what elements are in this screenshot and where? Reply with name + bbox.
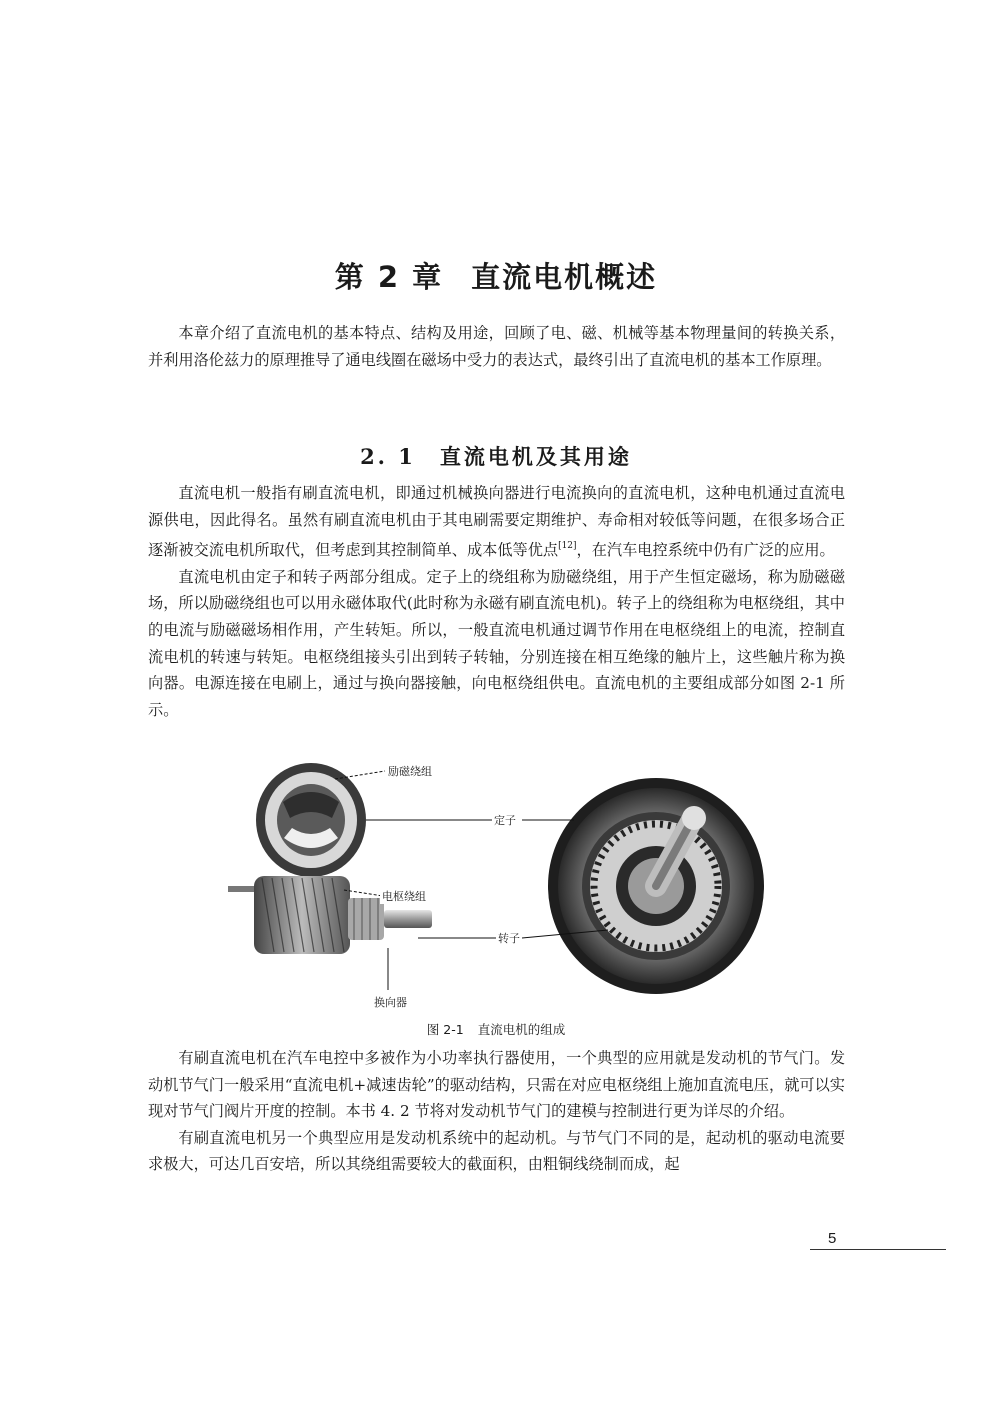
caption-text: 直流电机的组成: [477, 1022, 566, 1037]
figure-dc-motor-components: [228, 758, 768, 1016]
section-body-continued: [148, 1045, 845, 1178]
motor-end-view-photo: [548, 778, 764, 994]
stator-photo: [256, 763, 366, 877]
label-armature-winding: 电枢绕组: [382, 890, 426, 903]
section-title: 直流电机及其用途: [439, 444, 632, 470]
body-paragraph-2: 直流电机由定子和转子两部分组成。定子上的绕组称为励磁绕组，用于产生恒定磁场，称为励磁磁场，所以励磁绕组也可以用永磁体取代(此时称为永磁有刷直流电机)。转子上的绕组称为电枢绕组，其中的电流与励磁磁场相作用，产生转矩。所以，一般直流电机通过调节作用在电枢绕组上的电流，控制直流电机的转速与转矩。电枢绕组接头引出到转子转轴，分别连接在相互绝缘的触片上，这些触片称为换向器。电源连接在电刷上，通过与换向器接触，向电枢绕组供电。直流电机的主要组成部分如图 2-1 所示。: [148, 567, 845, 719]
label-stator: 定子: [494, 814, 516, 827]
label-field-winding: 励磁绕组: [388, 765, 432, 778]
section-heading: [0, 441, 992, 471]
section-number: 2. 1: [360, 444, 416, 470]
section-body: [148, 480, 845, 723]
chapter-intro: [148, 320, 845, 373]
page-number: 5: [828, 1230, 837, 1247]
intro-paragraph: 本章介绍了直流电机的基本特点、结构及用途，回顾了电、磁、机械等基本物理量间的转换关系，并利用洛伦兹力的原理推导了通电线圈在磁场中受力的表达式，最终引出了直流电机的基本工作原理。: [148, 324, 845, 369]
label-commutator: 换向器: [374, 996, 407, 1009]
chapter-title: [0, 255, 992, 296]
paragraph-1-text: 直流电机一般指有刷直流电机，即通过机械换向器进行电流换向的直流电机，这种电机通过直流电源供电，因此得名。虽然有刷直流电机由于其电刷需要定期维护、寿命相对较低等问题，在很多场合正逐渐被交流电机所取代，但考虑到其控制简单、成本低等优点: [148, 484, 845, 560]
paragraph-1-tail: ，在汽车电控系统中仍有广泛的应用。: [576, 541, 835, 560]
citation-ref: [12]: [558, 541, 577, 552]
figure-caption: [0, 1020, 992, 1038]
body-paragraph-3: 有刷直流电机在汽车电控中多被作为小功率执行器使用，一个典型的应用就是发动机的节气门。发动机节气门一般采用“直流电机+减速齿轮”的驱动结构，只需在对应电枢绕组上施加直流电压，就可以实现对节气门阀片开度的控制。本书 4. 2 节将对发动机节气门的建模与控制进行更为详尽的介绍。: [148, 1049, 845, 1121]
body-paragraph-4: 有刷直流电机另一个典型应用是发动机系统中的起动机。与节气门不同的是，起动机的驱动电流要求极大，可达几百安培，所以其绕组需要较大的截面积，由粗铜线绕制而成，起: [148, 1128, 845, 1174]
page-number-rule: [810, 1249, 946, 1250]
chapter-number: 第 2 章: [334, 260, 444, 295]
label-rotor: 转子: [498, 932, 520, 945]
caption-number: 图 2-1: [426, 1022, 464, 1037]
motor-photo-illustration: [228, 758, 768, 1016]
chapter-name: 直流电机概述: [471, 260, 658, 295]
body-paragraph-1: [148, 480, 845, 564]
